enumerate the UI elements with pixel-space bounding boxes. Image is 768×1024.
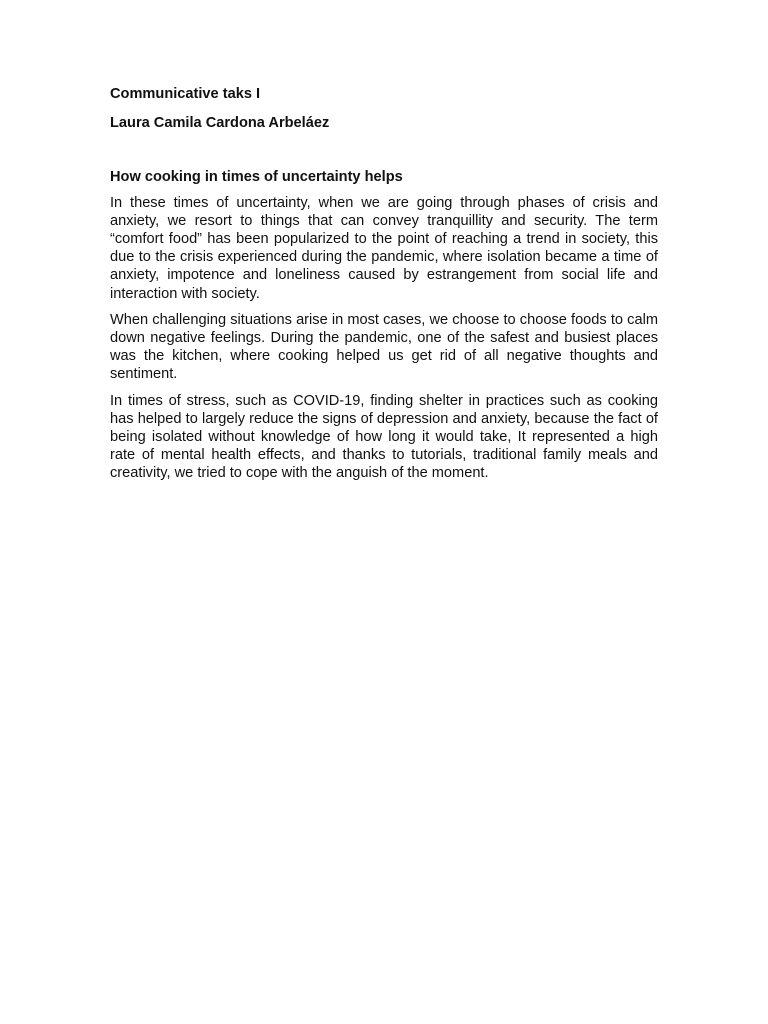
paragraph-3: In times of stress, such as COVID-19, finding shelter in practices such as cooking has helped to largely reduce the signs of depression and anxiety, because the fact of being isolated without knowledge of how long it would take, It represented a high rate of mental health effects, and thanks to tutorials, traditional family meals and creativity, we tried to cope with the anguish of the moment. [110,392,658,482]
paragraph-2: When challenging situations arise in most cases, we choose to choose foods to calm down negative feelings. During the pandemic, one of the safest and busiest places was the kitchen, where cooking helped us get rid of all negative thoughts and sentiment. [110,311,658,383]
author-name: Laura Camila Cardona Arbeláez [110,115,330,132]
document-body [110,85,658,491]
assignment-label: Communicative taks I [110,86,261,102]
essay-title: How cooking in times of uncertainty helps [110,169,403,186]
paragraph-1: In these times of uncertainty, when we are going through phases of crisis and anxiety, we resort to things that can convey tranquillity and security. The term “comfort food” has been popularized to the point of reaching a trend in society, this due to the crisis experienced during the pandemic, where isolation became a time of anxiety, impotence and loneliness caused by estrangement from social life and interaction with society. [110,194,658,302]
